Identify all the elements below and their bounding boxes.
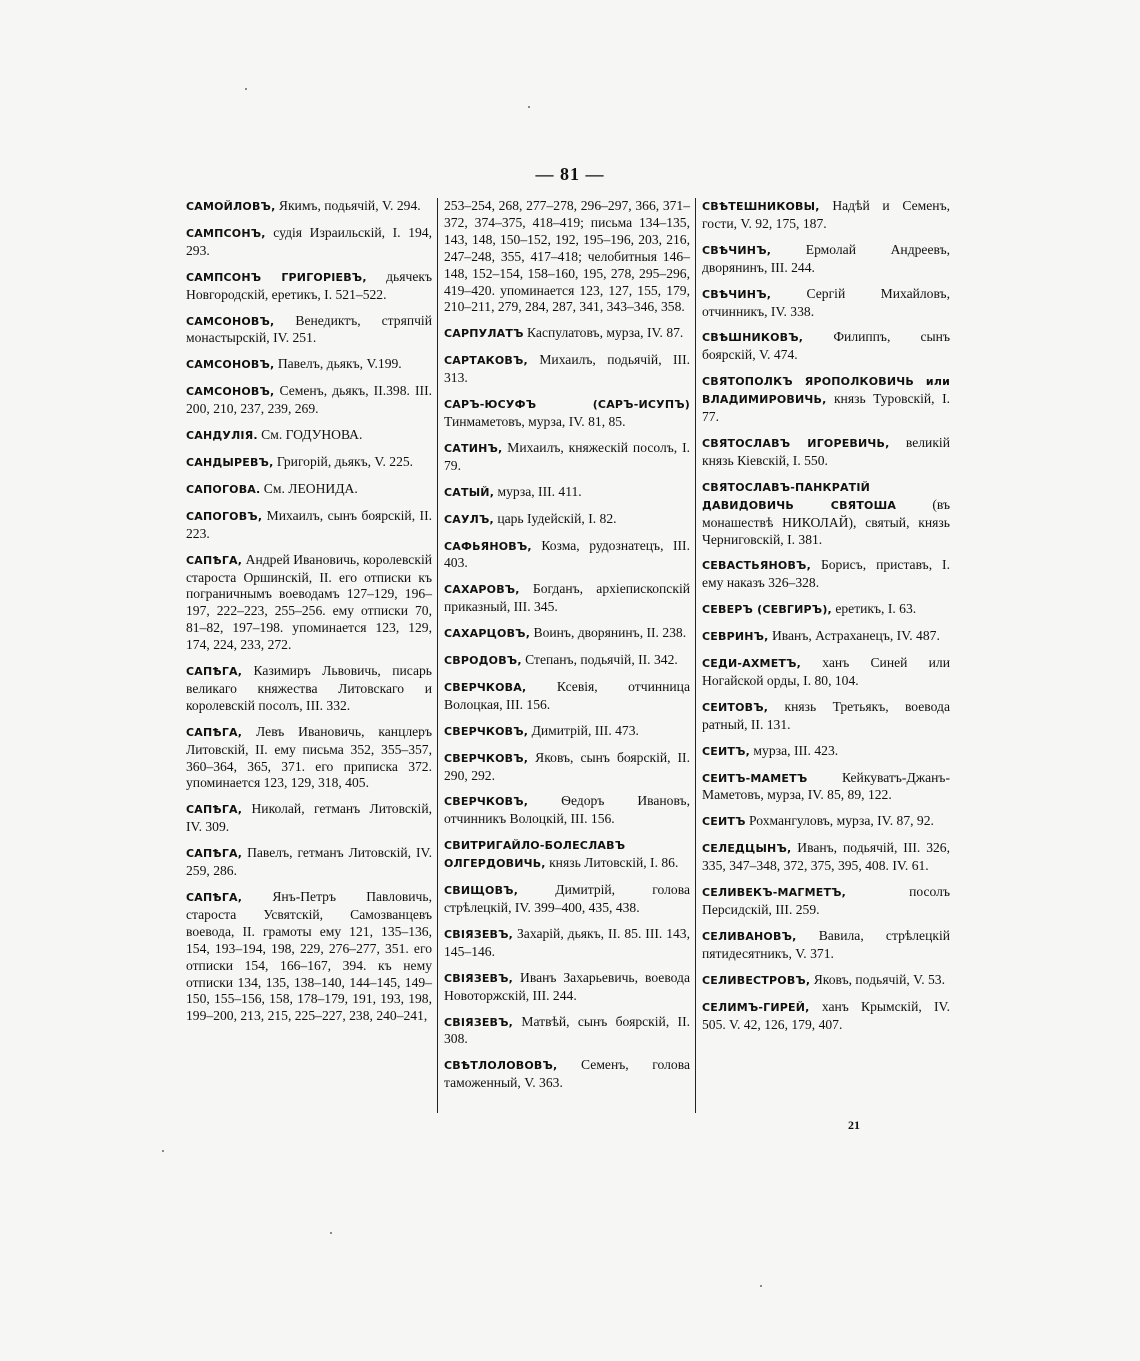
index-entry [186, 508, 432, 543]
entry-headword: СВѢТЕШНИКОВЫ, [702, 200, 820, 213]
index-entry [444, 511, 690, 529]
print-speck [245, 88, 247, 90]
print-speck [760, 1285, 762, 1287]
index-entry [186, 198, 432, 216]
entry-references: князь Туровскій, I. 77. [702, 391, 950, 425]
entry-headword: САПѢГА, [186, 665, 243, 679]
entry-references: дьячекъ Новгородскій, еретикъ, I. 521–522. [186, 268, 432, 302]
index-entry [702, 628, 950, 646]
entry-references: Вавила, стрѣлецкій пятидесятникъ, V. 371. [702, 927, 950, 961]
entry-headword: САНДУЛІЯ. [186, 429, 258, 443]
index-column-2 [444, 198, 690, 1101]
index-entry [444, 325, 690, 343]
index-entry [444, 970, 690, 1005]
entry-references: Матвѣй, сынъ боярскій, II. 308. [444, 1013, 690, 1047]
index-entry [444, 538, 690, 573]
entry-headword: СЕВРИНЪ, [702, 630, 769, 644]
entry-headword: САМПСОНЪ, [186, 226, 266, 240]
entry-references: еретикъ, I. 63. [831, 601, 917, 617]
entry-references: Димитрій, голова стрѣлецкій, IV. 399–400, 435, 438. [444, 882, 690, 915]
index-entry [444, 882, 690, 917]
index-entry [444, 837, 690, 873]
entry-references: мурза, III. 423. [750, 742, 839, 758]
entry-headword: САРЪ-ЮСУФЪ (САРЪ-ИСУПЪ) [444, 398, 690, 412]
entry-headword: СЕИТЪ-МАМЕТЪ [702, 771, 808, 785]
entry-headword: СВЯТОПОЛКЪ ЯРОПОЛКОВИЧЬ или ВЛАДИМИРОВИЧЬ, [702, 375, 950, 407]
entry-headword: САПѢГА, [186, 725, 243, 739]
entry-references: великій князь Кіевскій, I. 550. [702, 434, 950, 468]
entry-headword: САПѢГА, [186, 847, 243, 861]
entry-references: Сергій Михайловъ, отчинникъ, IV. 338. [702, 285, 950, 319]
entry-headword: СВРОДОВЪ, [444, 654, 522, 668]
entry-headword: САХАРОВЪ, [444, 583, 520, 597]
index-entry [702, 884, 950, 919]
entry-headword: САПѢГА, [186, 891, 243, 904]
entry-headword: СЕИТЪ [702, 815, 746, 829]
index-entry [702, 435, 950, 470]
index-entry [186, 845, 432, 880]
entry-headword: СВЕРЧКОВЪ, [444, 795, 529, 809]
entry-headword: САУЛЪ, [444, 512, 494, 526]
entry-references: Димитрій, III. 473. [528, 722, 639, 738]
index-entry [702, 655, 950, 690]
entry-references: Рохмангуловъ, мурза, IV. 87, 92. [745, 813, 934, 829]
index-entry [444, 581, 690, 616]
entry-headword: САМСОНОВЪ, [186, 314, 275, 328]
entry-headword: САХАРЦОВЪ, [444, 627, 531, 641]
index-entry [444, 652, 690, 670]
index-entry [186, 225, 432, 260]
index-entry [702, 557, 950, 592]
entry-headword: СВѢЧИНЪ, [702, 287, 772, 301]
entry-headword: СЕЛИВЕСТРОВЪ, [702, 973, 811, 987]
entry-headword: СЕДИ-АХМЕТЪ, [702, 657, 802, 671]
index-column-1 [186, 198, 432, 1034]
index-entry [186, 889, 432, 1025]
entry-references: Семенъ, дьякъ, II.398. III. 200, 210, 237, 239, 269. [186, 383, 432, 417]
entry-references: князь Третьякъ, воевода ратный, II. 131. [702, 698, 950, 732]
entry-headword: САМСОНОВЪ, [186, 385, 275, 399]
entry-headword: СВѢШНИКОВЪ, [702, 331, 804, 345]
index-entry [186, 427, 432, 445]
entry-references: Павелъ, гетманъ Литовскій, IV. 259, 286. [186, 845, 432, 879]
entry-references: Венедиктъ, стряпчій монастырскій, IV. 251. [186, 312, 432, 346]
entry-headword: САПѢГА, [186, 803, 243, 817]
entry-headword: СВІЯЗЕВЪ, [444, 1015, 514, 1029]
entry-headword: САМОЙЛОВЪ, [186, 200, 276, 213]
entry-headword: САМСОНОВЪ, [186, 358, 275, 372]
entry-headword: СВІЯЗЕВЪ, [444, 927, 514, 941]
entry-headword: СВЯТОСЛАВЪ-ПАНКРАТІЙ ДАВИДОВИЧЬ СВЯТОША [702, 480, 897, 512]
entry-references: Иванъ, Астраханецъ, IV. 487. [768, 628, 940, 644]
index-entry [702, 242, 950, 277]
entry-references: Павелъ, дьякъ, V.199. [274, 356, 402, 372]
entry-headword: САТЫЙ, [444, 485, 495, 499]
entry-headword: САФЬЯНОВЪ, [444, 539, 532, 553]
entry-references: Михаилъ, княжескій посолъ, I. 79. [444, 439, 690, 473]
index-entry [186, 356, 432, 374]
entry-references: Михаилъ, подьячій, III. 313. [444, 352, 690, 386]
entry-headword: САМПСОНЪ ГРИГОРІЕВЪ, [186, 270, 367, 284]
entry-references: Козма, рудознатецъ, III. 403. [444, 537, 690, 571]
entry-headword: СЕЛИВЕКЪ-МАГМЕТЪ, [702, 886, 847, 900]
column-rule-2 [695, 198, 696, 1113]
entry-references: (въ монашествѣ НИКОЛАЙ), святый, князь Черниговскій, I. 381. [702, 496, 950, 547]
entry-references: царь Іудейскій, I. 82. [493, 510, 617, 526]
entry-headword: САПОГОВЪ, [186, 509, 263, 523]
entry-references: Семенъ, голова таможенный, V. 363. [444, 1057, 690, 1091]
entry-headword: СЕВЕРЪ (СЕВГИРЪ), [702, 603, 832, 617]
entry-references: Степанъ, подьячій, II. 342. [521, 652, 678, 668]
index-entry [702, 770, 950, 805]
entry-headword: САРПУЛАТЪ [444, 327, 524, 341]
index-entry [702, 329, 950, 364]
entry-references: Надѣй и Семенъ, гости, V. 92, 175, 187. [702, 198, 950, 231]
index-entry [444, 1057, 690, 1092]
index-entry [444, 352, 690, 387]
index-entry [444, 926, 690, 961]
entry-headword: СВѢЧИНЪ, [702, 243, 772, 257]
page-number: — 81 — [535, 164, 605, 184]
index-entry [702, 840, 950, 875]
index-entry [444, 625, 690, 643]
entry-references: Филиппъ, сынъ боярскій, V. 474. [702, 329, 950, 363]
index-entry [702, 699, 950, 734]
entry-references: мурза, III. 411. [494, 483, 582, 499]
index-entry [444, 750, 690, 785]
print-speck [528, 106, 530, 108]
index-entry [702, 479, 950, 549]
entry-headword: СЕЛИМЪ-ГИРЕЙ, [702, 1000, 810, 1014]
index-entry [186, 481, 432, 499]
entry-headword: САПѢГА, [186, 553, 243, 567]
index-entry [186, 663, 432, 715]
entry-references: князь Литовскій, I. 86. [545, 855, 679, 871]
index-entry [702, 928, 950, 963]
index-entry [444, 396, 690, 431]
entry-references: См. ЛЕОНИДА. [260, 480, 358, 496]
print-speck [330, 1232, 332, 1234]
entry-references: Григорій, дьякъ, V. 225. [273, 453, 414, 469]
entry-references: ханъ Крымскій, IV. 505. V. 42, 126, 179, 407. [702, 998, 950, 1032]
entry-references: Яковъ, сынъ боярскій, II. 290, 292. [444, 749, 690, 783]
index-entry [444, 1014, 690, 1049]
entry-references: Иванъ Захарьевичь, воевода Новоторжскій, III. 244. [444, 969, 690, 1003]
entry-headword: СЕВАСТЬЯНОВЪ, [702, 559, 811, 573]
index-entry [702, 743, 950, 761]
entry-references: Якимъ, подьячій, V. 294. [275, 198, 421, 213]
entry-references: Янъ-Петръ Павловичь, староста Усвятскій, Самозванцевъ воевода, II. грамоты ему 121, 135–136, 154, 193–194, 198, 229, 276–277, 351. его отписки 154, 166–167, 394. къ нему отписки 134, 135, 138–140, 144–145, 149–150, 155–156, 158, 178–179, 191, 193, 198, 199–200, 213, 215, 225–227, 238, 240–241, [186, 889, 432, 1024]
entry-references: Михаилъ, сынъ боярскій, II. 223. [186, 507, 432, 541]
entry-headword: САПОГОВА. [186, 482, 261, 496]
entry-references: Кейкуватъ-Джанъ-Маметовъ, мурза, IV. 85, 89, 122. [702, 769, 950, 803]
entry-references: См. ГОДУНОВА. [257, 427, 363, 443]
signature-mark: 21 [848, 1118, 860, 1132]
index-column-3 [702, 198, 950, 1042]
entry-references: Воинъ, дворянинъ, II. 238. [530, 625, 687, 641]
index-entry [444, 440, 690, 475]
entry-references: Борисъ, приставъ, I. ему наказъ 326–328. [702, 557, 950, 591]
print-speck [162, 1150, 164, 1152]
index-entry [444, 679, 690, 714]
entry-references: ханъ Синей или Ногайской орды, I. 80, 104. [702, 655, 950, 688]
entry-references: Иванъ, подьячій, III. 326, 335, 347–348, 372, 375, 395, 408. IV. 61. [702, 840, 950, 874]
entry-headword: СВЕРЧКОВЪ, [444, 724, 529, 738]
entry-headword: САРТАКОВЪ, [444, 354, 528, 368]
entry-headword: СВЕРЧКОВЪ, [444, 751, 529, 765]
entry-headword: СВИЩОВЪ, [444, 884, 519, 898]
entry-references: Каспулатовъ, мурза, IV. 87. [523, 325, 684, 341]
entry-headword: СВЕРЧКОВА, [444, 680, 527, 694]
index-entry [702, 999, 950, 1034]
entry-references: Ермолай Андреевъ, дворянинъ, III. 244. [702, 241, 950, 275]
index-entry [186, 801, 432, 836]
index-entry [186, 454, 432, 472]
entry-headword: САНДЫРЕВЪ, [186, 455, 274, 469]
entry-references: посолъ Персидскій, III. 259. [702, 884, 950, 917]
entry-headword: СЕЛЕДЦЫНЪ, [702, 842, 792, 856]
entry-references: Николай, гетманъ Литовскій, IV. 309. [186, 801, 432, 835]
entry-references: судія Израильскій, I. 194, 293. [186, 224, 432, 258]
index-entry [444, 198, 690, 316]
entry-references: Богданъ, архіепископскій приказный, III. 345. [444, 581, 690, 615]
entry-references: Захарій, дьякъ, II. 85. III. 143, 145–146. [444, 925, 690, 959]
entry-references: Андрей Ивановичь, королевскій староста Оршинскій, II. его отписки къ пограничнымъ воеводамъ 127–129, 196–197, 222–223, 255–256. ему отписки 70, 81–82, 197–198. упоминается 123, 129, 174, 224, 233, 272. [186, 551, 432, 653]
index-entry [186, 383, 432, 418]
entry-references: Ѳедоръ Ивановъ, отчинникъ Волоцкій, III. 156. [444, 793, 690, 827]
entry-headword: СВІЯЗЕВЪ, [444, 971, 514, 985]
index-entry [702, 972, 950, 990]
entry-headword: САТИНЪ, [444, 441, 503, 455]
index-entry [186, 269, 432, 304]
index-entry [444, 484, 690, 502]
index-entry [702, 813, 950, 831]
index-entry [702, 198, 950, 233]
index-entry [186, 724, 432, 793]
entry-references: Яковъ, подьячій, V. 53. [810, 971, 945, 987]
entry-references: Левъ Ивановичь, канцлеръ Литовскій, II. ему письма 352, 355–357, 360–364, 365, 371. его приписка 372. упоминается 123, 129, 318, 405. [186, 723, 432, 791]
index-entry [702, 286, 950, 321]
entry-references: 253–254, 268, 277–278, 296–297, 366, 371–372, 374–375, 418–419; письма 134–135, 143, 148, 150–152, 192, 195–196, 203, 216, 247–248, 355, 417–418; челобитныя 146–148, 152–154, 158–160, 195, 278, 295–296, 419–420. упоминается 123, 127, 155, 179, 210–211, 279, 284, 287, 341, 343–346, 358. [444, 198, 690, 315]
index-entry [186, 552, 432, 654]
entry-headword: СЕИТОВЪ, [702, 700, 769, 714]
entry-headword: СВИТРИГАЙЛО-БОЛЕСЛАВЪ ОЛГЕРДОВИЧЬ, [444, 839, 626, 871]
column-rule-1 [437, 198, 438, 1113]
entry-headword: СВѢТЛОЛОВОВЪ, [444, 1059, 558, 1073]
entry-headword: СЕИТЪ, [702, 744, 751, 758]
index-entry [702, 601, 950, 619]
entry-references: Казимиръ Львовичь, писарь великаго княжества Литовскаго и королевскій посолъ, III. 332. [186, 663, 432, 713]
index-entry [702, 373, 950, 426]
index-entry [444, 793, 690, 828]
entry-headword: СЕЛИВАНОВЪ, [702, 929, 797, 943]
index-entry [444, 723, 690, 741]
entry-references: Ксевія, отчинница Волоцкая, III. 156. [444, 678, 690, 712]
entry-headword: СВЯТОСЛАВЪ ИГОРЕВИЧЬ, [702, 436, 890, 450]
entry-references: Тинмаметовъ, мурза, IV. 81, 85. [444, 413, 626, 429]
index-entry [186, 313, 432, 348]
